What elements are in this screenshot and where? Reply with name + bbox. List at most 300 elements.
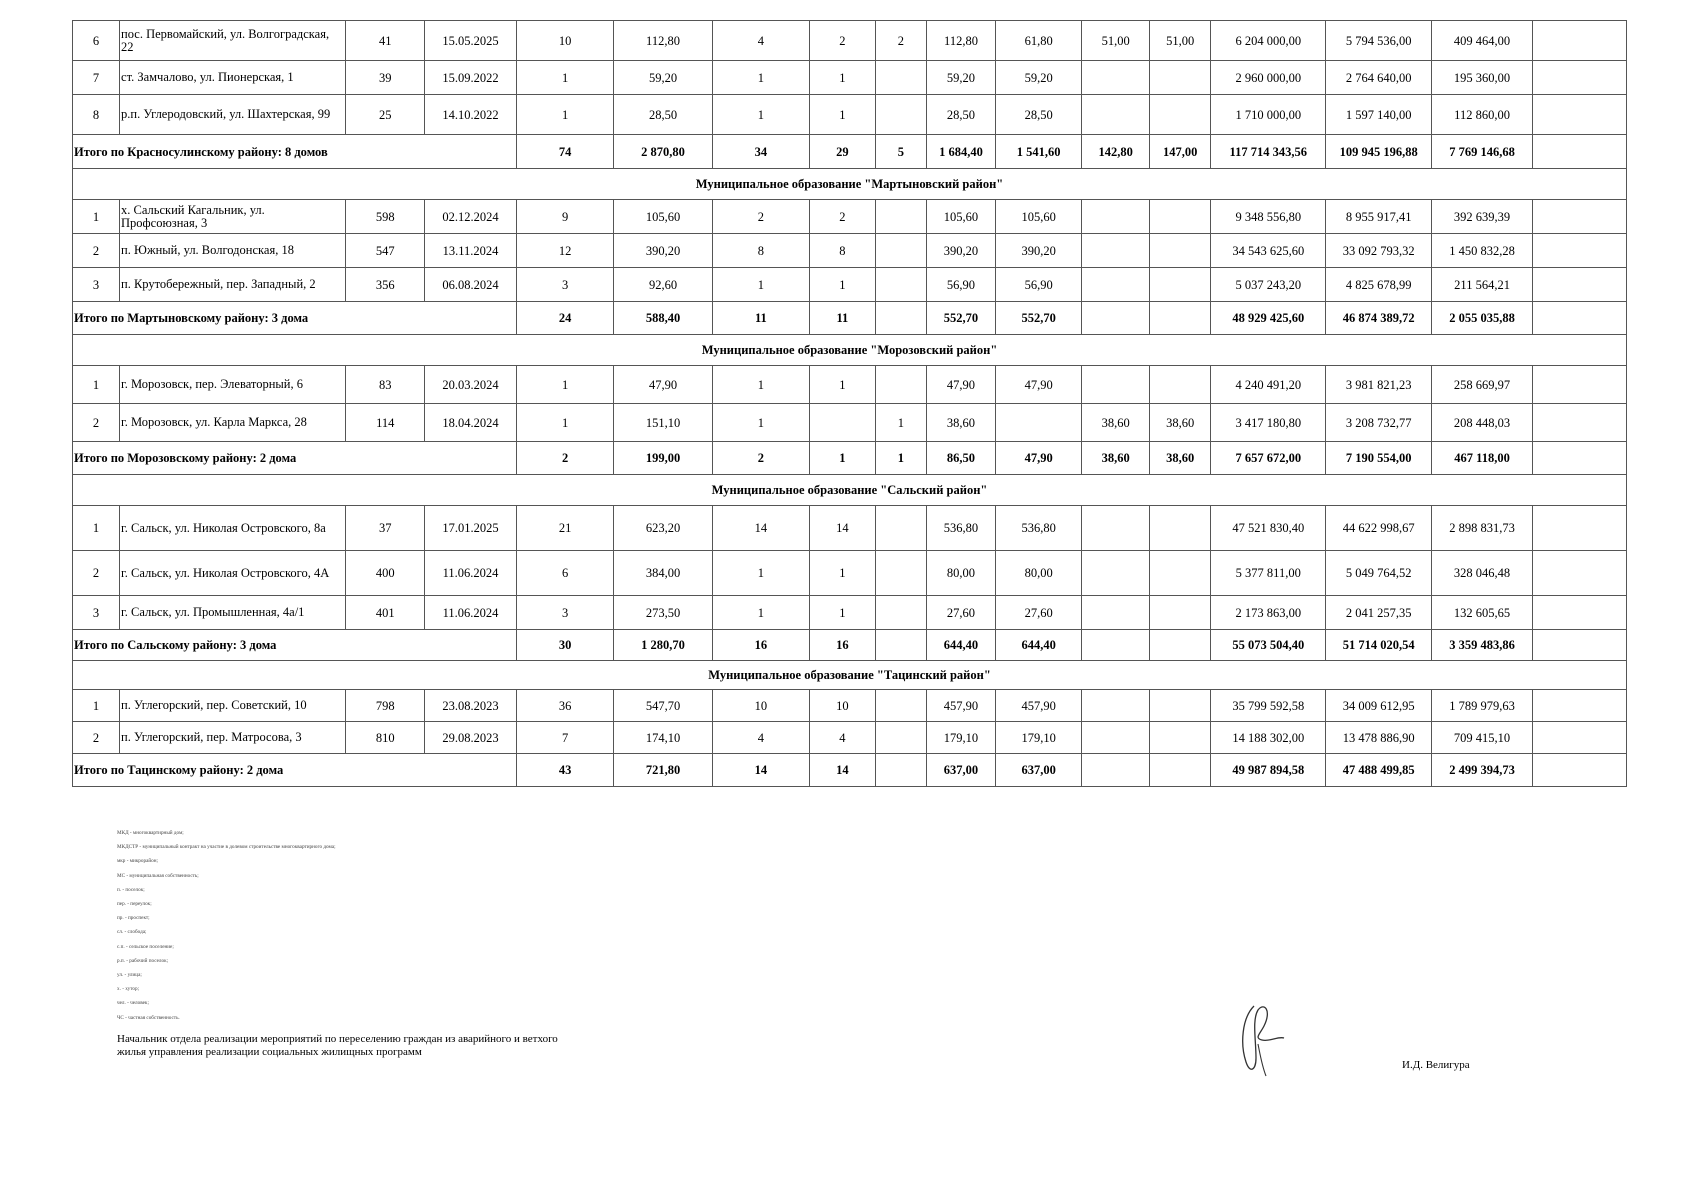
cost-local-cell: 258 669,97 [1432, 366, 1533, 404]
cost-local-cell: 328 046,48 [1432, 551, 1533, 596]
total-cost-local-cell: 467 118,00 [1432, 442, 1533, 475]
total-persons-cell: 30 [516, 630, 613, 661]
cost-total-cell: 35 799 592,58 [1211, 690, 1326, 722]
area-chs-cell [1082, 690, 1150, 722]
area-chs-cell [1082, 268, 1150, 302]
rooms-mc-cell: 2 [810, 200, 876, 234]
empty-cell [1532, 21, 1626, 61]
legend-item: МКД - многоквартирный дом; [117, 830, 184, 836]
cost-fund-cell: 2 041 257,35 [1326, 596, 1432, 630]
area-chs2-cell [1150, 95, 1211, 135]
row-number-cell: 2 [73, 234, 120, 268]
area-chs-cell: 38,60 [1082, 404, 1150, 442]
table-row [73, 234, 1627, 268]
document-date-cell: 13.11.2024 [425, 234, 517, 268]
total-persons-cell: 24 [516, 302, 613, 335]
total-area-total-cell: 721,80 [614, 754, 712, 787]
legend-item: МКДСТР - муниципальный контракт на участие в долевом строительстве многоквартирного дома; [117, 844, 336, 851]
address-cell: р.п. Углеродовский, ул. Шахтерская, 99 [120, 95, 346, 135]
empty-cell [1532, 404, 1626, 442]
table-row [73, 366, 1627, 404]
row-number-cell: 1 [73, 366, 120, 404]
total-area-mc-cell: 1 541,60 [995, 135, 1081, 169]
total-rooms-chs-cell: 5 [875, 135, 926, 169]
cost-total-cell: 47 521 830,40 [1211, 506, 1326, 551]
area-chs-cell [1082, 722, 1150, 754]
cost-total-cell: 34 543 625,60 [1211, 234, 1326, 268]
cost-local-cell: 1 789 979,63 [1432, 690, 1533, 722]
rooms-total-cell: 1 [712, 366, 809, 404]
total-rooms-mc-cell: 11 [810, 302, 876, 335]
empty-cell [1532, 754, 1626, 787]
area-resettle-cell: 105,60 [927, 200, 996, 234]
area-mc-cell: 457,90 [995, 690, 1081, 722]
area-mc-cell: 28,50 [995, 95, 1081, 135]
signatory-name: И.Д. Велигура [1402, 1059, 1470, 1071]
total-cost-fund-cell: 51 714 020,54 [1326, 630, 1432, 661]
area-mc-cell: 61,80 [995, 21, 1081, 61]
empty-cell [1532, 506, 1626, 551]
rooms-chs-cell: 2 [875, 21, 926, 61]
document-number-cell: 810 [346, 722, 425, 754]
area-chs-cell [1082, 551, 1150, 596]
total-cost-local-cell: 2 055 035,88 [1432, 302, 1533, 335]
cost-fund-cell: 5 794 536,00 [1326, 21, 1432, 61]
area-mc-cell [995, 404, 1081, 442]
total-row [73, 754, 1627, 787]
resettlement-table-page [72, 20, 1627, 787]
rooms-total-cell: 1 [712, 61, 809, 95]
address-cell: п. Углегорский, пер. Матросова, 3 [120, 722, 346, 754]
total-area-chs2-cell: 38,60 [1150, 442, 1211, 475]
document-date-cell: 15.05.2025 [425, 21, 517, 61]
total-label-cell: Итого по Тацинскому району: 2 дома [73, 754, 517, 787]
total-rooms-total-cell: 14 [712, 754, 809, 787]
cost-local-cell: 211 564,21 [1432, 268, 1533, 302]
persons-cell: 1 [516, 61, 613, 95]
total-area-total-cell: 588,40 [614, 302, 712, 335]
total-area-chs-cell: 38,60 [1082, 442, 1150, 475]
empty-cell [1532, 135, 1626, 169]
empty-cell [1532, 366, 1626, 404]
cost-total-cell: 2 173 863,00 [1211, 596, 1326, 630]
total-cost-fund-cell: 47 488 499,85 [1326, 754, 1432, 787]
area-chs-cell [1082, 596, 1150, 630]
total-persons-cell: 43 [516, 754, 613, 787]
rooms-chs-cell [875, 722, 926, 754]
area-chs2-cell: 38,60 [1150, 404, 1211, 442]
area-chs2-cell [1150, 61, 1211, 95]
area-chs2-cell [1150, 366, 1211, 404]
rooms-mc-cell: 8 [810, 234, 876, 268]
area-total-cell: 384,00 [614, 551, 712, 596]
rooms-chs-cell [875, 366, 926, 404]
total-rooms-mc-cell: 29 [810, 135, 876, 169]
address-cell: пос. Первомайский, ул. Волгоградская, 22 [120, 21, 346, 61]
document-date-cell: 06.08.2024 [425, 268, 517, 302]
signatory-position: Начальник отдела реализации мероприятий по переселению граждан из аварийного и ветхого жилья управления реализации социальных жилищных программ [117, 1033, 558, 1058]
document-number-cell: 83 [346, 366, 425, 404]
handwritten-signature [1232, 1000, 1292, 1080]
legend-item: ул. - улица; [117, 972, 142, 979]
total-area-chs-cell [1082, 630, 1150, 661]
row-number-cell: 3 [73, 268, 120, 302]
address-cell: п. Южный, ул. Волгодонская, 18 [120, 234, 346, 268]
document-number-cell: 798 [346, 690, 425, 722]
total-area-mc-cell: 644,40 [995, 630, 1081, 661]
table-body [73, 21, 1627, 787]
area-chs2-cell [1150, 551, 1211, 596]
row-number-cell: 1 [73, 200, 120, 234]
area-mc-cell: 47,90 [995, 366, 1081, 404]
area-total-cell: 623,20 [614, 506, 712, 551]
row-number-cell: 8 [73, 95, 120, 135]
cost-total-cell: 4 240 491,20 [1211, 366, 1326, 404]
area-mc-cell: 59,20 [995, 61, 1081, 95]
document-number-cell: 598 [346, 200, 425, 234]
rooms-mc-cell: 10 [810, 690, 876, 722]
total-cost-local-cell: 7 769 146,68 [1432, 135, 1533, 169]
legend-item: пер. - переулок; [117, 901, 152, 908]
table-row [73, 506, 1627, 551]
total-persons-cell: 2 [516, 442, 613, 475]
municipality-header-row [73, 475, 1627, 506]
cost-fund-cell: 4 825 678,99 [1326, 268, 1432, 302]
document-date-cell: 23.08.2023 [425, 690, 517, 722]
area-total-cell: 112,80 [614, 21, 712, 61]
persons-cell: 36 [516, 690, 613, 722]
row-number-cell: 2 [73, 722, 120, 754]
area-chs-cell [1082, 200, 1150, 234]
rooms-chs-cell [875, 690, 926, 722]
cost-local-cell: 2 898 831,73 [1432, 506, 1533, 551]
cost-fund-cell: 2 764 640,00 [1326, 61, 1432, 95]
document-number-cell: 114 [346, 404, 425, 442]
area-chs2-cell [1150, 268, 1211, 302]
area-total-cell: 47,90 [614, 366, 712, 404]
total-area-chs2-cell [1150, 302, 1211, 335]
total-rooms-total-cell: 2 [712, 442, 809, 475]
municipality-title-cell: Муниципальное образование "Сальский район" [73, 475, 1627, 506]
cost-fund-cell: 5 049 764,52 [1326, 551, 1432, 596]
rooms-mc-cell: 1 [810, 268, 876, 302]
rooms-total-cell: 1 [712, 551, 809, 596]
legend-item: ЧС - частная собственность. [117, 1014, 180, 1021]
area-resettle-cell: 27,60 [927, 596, 996, 630]
total-label-cell: Итого по Морозовскому району: 2 дома [73, 442, 517, 475]
cost-local-cell: 409 464,00 [1432, 21, 1533, 61]
address-cell: п. Крутобережный, пер. Западный, 2 [120, 268, 346, 302]
address-cell: ст. Замчалово, ул. Пионерская, 1 [120, 61, 346, 95]
total-label-cell: Итого по Сальскому району: 3 дома [73, 630, 517, 661]
area-resettle-cell: 28,50 [927, 95, 996, 135]
total-area-mc-cell: 47,90 [995, 442, 1081, 475]
area-resettle-cell: 56,90 [927, 268, 996, 302]
empty-cell [1532, 302, 1626, 335]
total-area-total-cell: 1 280,70 [614, 630, 712, 661]
empty-cell [1532, 596, 1626, 630]
rooms-total-cell: 4 [712, 21, 809, 61]
abbreviations-legend [117, 826, 336, 1025]
total-cost-local-cell: 2 499 394,73 [1432, 754, 1533, 787]
rooms-total-cell: 14 [712, 506, 809, 551]
total-rooms-total-cell: 34 [712, 135, 809, 169]
cost-total-cell: 14 188 302,00 [1211, 722, 1326, 754]
cost-fund-cell: 44 622 998,67 [1326, 506, 1432, 551]
rooms-total-cell: 10 [712, 690, 809, 722]
total-area-chs-cell [1082, 302, 1150, 335]
rooms-mc-cell: 1 [810, 366, 876, 404]
rooms-mc-cell: 1 [810, 551, 876, 596]
area-resettle-cell: 179,10 [927, 722, 996, 754]
empty-cell [1532, 95, 1626, 135]
rooms-mc-cell: 4 [810, 722, 876, 754]
total-rooms-mc-cell: 1 [810, 442, 876, 475]
total-rooms-chs-cell: 1 [875, 442, 926, 475]
rooms-chs-cell: 1 [875, 404, 926, 442]
address-cell: г. Сальск, ул. Промышленная, 4а/1 [120, 596, 346, 630]
persons-cell: 1 [516, 95, 613, 135]
area-mc-cell: 390,20 [995, 234, 1081, 268]
area-chs-cell [1082, 95, 1150, 135]
document-date-cell: 15.09.2022 [425, 61, 517, 95]
document-number-cell: 41 [346, 21, 425, 61]
address-cell: г. Морозовск, пер. Элеваторный, 6 [120, 366, 346, 404]
municipality-header-row [73, 335, 1627, 366]
area-chs-cell [1082, 366, 1150, 404]
persons-cell: 9 [516, 200, 613, 234]
cost-total-cell: 2 960 000,00 [1211, 61, 1326, 95]
rooms-total-cell: 1 [712, 268, 809, 302]
cost-total-cell: 1 710 000,00 [1211, 95, 1326, 135]
total-rooms-chs-cell [875, 302, 926, 335]
rooms-chs-cell [875, 61, 926, 95]
area-chs2-cell [1150, 234, 1211, 268]
document-number-cell: 37 [346, 506, 425, 551]
persons-cell: 3 [516, 596, 613, 630]
area-resettle-cell: 112,80 [927, 21, 996, 61]
total-area-resettle-cell: 552,70 [927, 302, 996, 335]
persons-cell: 6 [516, 551, 613, 596]
row-number-cell: 6 [73, 21, 120, 61]
area-mc-cell: 536,80 [995, 506, 1081, 551]
document-date-cell: 29.08.2023 [425, 722, 517, 754]
area-chs2-cell [1150, 690, 1211, 722]
cost-total-cell: 6 204 000,00 [1211, 21, 1326, 61]
area-total-cell: 273,50 [614, 596, 712, 630]
cost-local-cell: 208 448,03 [1432, 404, 1533, 442]
empty-cell [1532, 690, 1626, 722]
total-row [73, 302, 1627, 335]
document-date-cell: 11.06.2024 [425, 551, 517, 596]
area-total-cell: 174,10 [614, 722, 712, 754]
empty-cell [1532, 61, 1626, 95]
area-total-cell: 28,50 [614, 95, 712, 135]
total-row [73, 630, 1627, 661]
cost-local-cell: 195 360,00 [1432, 61, 1533, 95]
cost-fund-cell: 8 955 917,41 [1326, 200, 1432, 234]
persons-cell: 3 [516, 268, 613, 302]
document-number-cell: 401 [346, 596, 425, 630]
document-date-cell: 11.06.2024 [425, 596, 517, 630]
persons-cell: 12 [516, 234, 613, 268]
table-row [73, 722, 1627, 754]
legend-item: сл. - слобода; [117, 929, 147, 936]
address-cell: х. Сальский Кагальник, ул. Профсоюзная, 3 [120, 200, 346, 234]
municipality-header-row [73, 169, 1627, 200]
cost-total-cell: 3 417 180,80 [1211, 404, 1326, 442]
row-number-cell: 1 [73, 690, 120, 722]
area-resettle-cell: 80,00 [927, 551, 996, 596]
municipality-header-row [73, 661, 1627, 690]
area-chs2-cell: 51,00 [1150, 21, 1211, 61]
table-row [73, 404, 1627, 442]
rooms-total-cell: 8 [712, 234, 809, 268]
cost-local-cell: 112 860,00 [1432, 95, 1533, 135]
area-chs-cell [1082, 61, 1150, 95]
total-cost-fund-cell: 7 190 554,00 [1326, 442, 1432, 475]
row-number-cell: 1 [73, 506, 120, 551]
area-total-cell: 390,20 [614, 234, 712, 268]
document-number-cell: 400 [346, 551, 425, 596]
total-area-chs-cell: 142,80 [1082, 135, 1150, 169]
total-cost-fund-cell: 46 874 389,72 [1326, 302, 1432, 335]
legend-item: п. - поселок; [117, 886, 145, 893]
area-mc-cell: 179,10 [995, 722, 1081, 754]
document-number-cell: 356 [346, 268, 425, 302]
area-total-cell: 547,70 [614, 690, 712, 722]
table-row [73, 200, 1627, 234]
document-number-cell: 39 [346, 61, 425, 95]
rooms-chs-cell [875, 268, 926, 302]
total-area-mc-cell: 637,00 [995, 754, 1081, 787]
cost-total-cell: 9 348 556,80 [1211, 200, 1326, 234]
area-resettle-cell: 47,90 [927, 366, 996, 404]
row-number-cell: 2 [73, 551, 120, 596]
cost-local-cell: 1 450 832,28 [1432, 234, 1533, 268]
table-row [73, 551, 1627, 596]
total-area-chs2-cell: 147,00 [1150, 135, 1211, 169]
legend-item: х. - хутор; [117, 986, 140, 993]
area-resettle-cell: 390,20 [927, 234, 996, 268]
area-resettle-cell: 38,60 [927, 404, 996, 442]
area-resettle-cell: 59,20 [927, 61, 996, 95]
area-mc-cell: 27,60 [995, 596, 1081, 630]
total-row [73, 135, 1627, 169]
cost-total-cell: 5 377 811,00 [1211, 551, 1326, 596]
rooms-total-cell: 2 [712, 200, 809, 234]
area-chs2-cell [1150, 722, 1211, 754]
cost-fund-cell: 33 092 793,32 [1326, 234, 1432, 268]
resettlement-table [72, 20, 1627, 787]
rooms-mc-cell: 1 [810, 596, 876, 630]
area-chs2-cell [1150, 506, 1211, 551]
persons-cell: 7 [516, 722, 613, 754]
document-date-cell: 14.10.2022 [425, 95, 517, 135]
persons-cell: 21 [516, 506, 613, 551]
empty-cell [1532, 234, 1626, 268]
legend-item: с.п. - сельское поселение; [117, 943, 174, 950]
total-area-total-cell: 199,00 [614, 442, 712, 475]
cost-fund-cell: 1 597 140,00 [1326, 95, 1432, 135]
total-rooms-mc-cell: 16 [810, 630, 876, 661]
rooms-mc-cell: 1 [810, 61, 876, 95]
total-area-resettle-cell: 86,50 [927, 442, 996, 475]
total-rooms-total-cell: 16 [712, 630, 809, 661]
rooms-mc-cell: 1 [810, 95, 876, 135]
area-resettle-cell: 457,90 [927, 690, 996, 722]
rooms-chs-cell [875, 234, 926, 268]
cost-local-cell: 709 415,10 [1432, 722, 1533, 754]
total-cost-local-cell: 3 359 483,86 [1432, 630, 1533, 661]
total-label-cell: Итого по Красносулинскому району: 8 домов [73, 135, 517, 169]
empty-cell [1532, 722, 1626, 754]
total-cost-total-cell: 55 073 504,40 [1211, 630, 1326, 661]
total-cost-total-cell: 7 657 672,00 [1211, 442, 1326, 475]
area-total-cell: 151,10 [614, 404, 712, 442]
rooms-total-cell: 1 [712, 404, 809, 442]
rooms-total-cell: 1 [712, 95, 809, 135]
cost-fund-cell: 13 478 886,90 [1326, 722, 1432, 754]
empty-cell [1532, 200, 1626, 234]
area-chs2-cell [1150, 200, 1211, 234]
total-persons-cell: 74 [516, 135, 613, 169]
cost-total-cell: 5 037 243,20 [1211, 268, 1326, 302]
row-number-cell: 2 [73, 404, 120, 442]
legend-item: р.п. - рабочий поселок; [117, 957, 169, 964]
cost-fund-cell: 3 981 821,23 [1326, 366, 1432, 404]
table-row [73, 95, 1627, 135]
cost-local-cell: 132 605,65 [1432, 596, 1533, 630]
rooms-chs-cell [875, 200, 926, 234]
persons-cell: 1 [516, 404, 613, 442]
legend-item: МС - муниципальная собственность; [117, 872, 199, 879]
total-area-chs2-cell [1150, 754, 1211, 787]
document-date-cell: 02.12.2024 [425, 200, 517, 234]
table-row [73, 21, 1627, 61]
municipality-title-cell: Муниципальное образование "Тацинский район" [73, 661, 1627, 690]
table-row [73, 596, 1627, 630]
table-row [73, 268, 1627, 302]
municipality-title-cell: Муниципальное образование "Морозовский район" [73, 335, 1627, 366]
area-mc-cell: 56,90 [995, 268, 1081, 302]
total-area-chs2-cell [1150, 630, 1211, 661]
total-area-total-cell: 2 870,80 [614, 135, 712, 169]
total-label-cell: Итого по Мартыновскому району: 3 дома [73, 302, 517, 335]
address-cell: г. Сальск, ул. Николая Островского, 4А [120, 551, 346, 596]
empty-cell [1532, 268, 1626, 302]
total-area-mc-cell: 552,70 [995, 302, 1081, 335]
legend-item: чел. - человек; [117, 1000, 149, 1007]
persons-cell: 1 [516, 366, 613, 404]
area-total-cell: 59,20 [614, 61, 712, 95]
table-row [73, 690, 1627, 722]
area-chs-cell [1082, 506, 1150, 551]
area-mc-cell: 105,60 [995, 200, 1081, 234]
cost-fund-cell: 34 009 612,95 [1326, 690, 1432, 722]
total-cost-total-cell: 48 929 425,60 [1211, 302, 1326, 335]
document-number-cell: 25 [346, 95, 425, 135]
area-total-cell: 105,60 [614, 200, 712, 234]
row-number-cell: 7 [73, 61, 120, 95]
cost-fund-cell: 3 208 732,77 [1326, 404, 1432, 442]
municipality-title-cell: Муниципальное образование "Мартыновский район" [73, 169, 1627, 200]
legend-item: мкр - микрорайон; [117, 858, 158, 865]
document-date-cell: 18.04.2024 [425, 404, 517, 442]
area-resettle-cell: 536,80 [927, 506, 996, 551]
rooms-chs-cell [875, 95, 926, 135]
rooms-chs-cell [875, 551, 926, 596]
